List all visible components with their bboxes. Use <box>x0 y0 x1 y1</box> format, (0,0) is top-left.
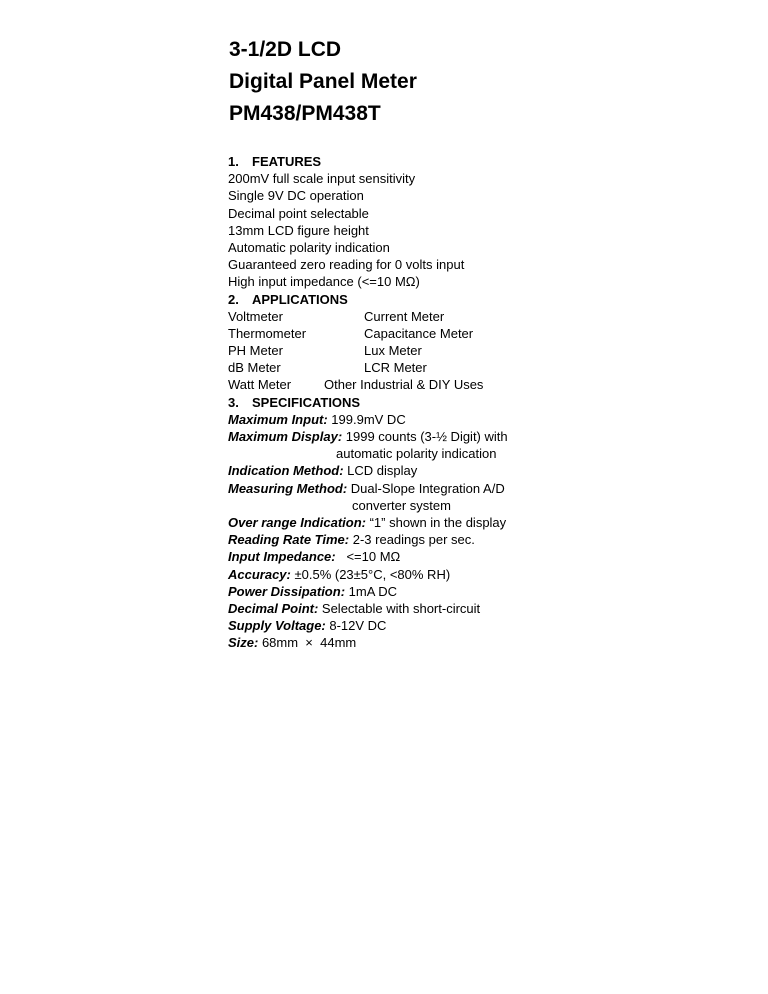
feature-item: Automatic polarity indication <box>228 239 390 255</box>
spec-value: 1999 counts (3-½ Digit) with <box>342 429 508 444</box>
spec-value: Selectable with short-circuit <box>318 600 481 616</box>
spec-label: Maximum Display: <box>228 429 343 444</box>
application-left: dB Meter <box>228 360 281 376</box>
feature-item: Guaranteed zero reading for 0 volts input <box>228 257 465 273</box>
spec-over-range-indication <box>228 514 728 531</box>
application-right: Current Meter <box>364 308 445 324</box>
spec-value: “1” shown in the display <box>365 514 507 530</box>
application-left: Voltmeter <box>228 308 283 324</box>
application-right: Other Industrial & DIY Uses <box>324 377 484 393</box>
spec-indication-method <box>228 462 728 479</box>
spec-power-dissipation <box>228 583 728 600</box>
spec-size <box>228 634 728 651</box>
spec-label: Maximum Input: <box>228 411 328 427</box>
spec-continuation: automatic polarity indication <box>336 446 497 462</box>
spec-value: 8-12V DC <box>325 618 387 634</box>
spec-maximum-input <box>228 411 728 428</box>
spec-value: Dual-Slope Integration A/D <box>347 480 505 496</box>
spec-value: 2-3 readings per sec. <box>349 532 475 548</box>
application-row <box>228 308 728 325</box>
application-left: PH Meter <box>228 343 283 359</box>
spec-supply-voltage <box>228 617 728 634</box>
spec-label: Input Impedance: <box>228 549 336 565</box>
spec-label: Accuracy: <box>228 566 291 582</box>
document-body <box>228 153 728 651</box>
application-row <box>228 359 728 376</box>
spec-value: 68mm × 44mm <box>258 635 357 651</box>
spec-value: 1mA DC <box>345 583 398 599</box>
application-row <box>228 325 728 342</box>
application-right: Capacitance Meter <box>364 325 474 341</box>
applications-heading: 2. APPLICATIONS <box>228 291 348 307</box>
specifications-heading: 3. SPECIFICATIONS <box>228 394 361 410</box>
application-right: LCR Meter <box>364 360 427 376</box>
feature-item: 200mV full scale input sensitivity <box>228 171 416 187</box>
application-row <box>228 376 728 393</box>
spec-value: ±0.5% (23±5°C, <80% RH) <box>290 566 451 582</box>
spec-label: Supply Voltage: <box>228 618 326 634</box>
spec-label: Over range Indication: <box>228 514 366 530</box>
feature-item: High input impedance (<=10 MΩ) <box>228 274 420 290</box>
spec-label: Indication Method: <box>228 463 344 479</box>
feature-item: Decimal point selectable <box>228 205 369 221</box>
spec-label: Decimal Point: <box>228 600 319 616</box>
spec-label: Measuring Method: <box>228 480 348 496</box>
spec-reading-rate-time <box>228 531 728 548</box>
spec-value: LCD display <box>343 463 418 479</box>
title-line-1: 3-1/2D LCD <box>229 38 342 61</box>
spec-value: 199.9mV DC <box>327 411 406 427</box>
feature-item: 13mm LCD figure height <box>228 222 369 238</box>
application-right: Lux Meter <box>364 343 422 359</box>
spec-label: Size: <box>228 635 259 651</box>
spec-measuring-method <box>228 480 728 497</box>
title-line-2: Digital Panel Meter <box>229 70 417 93</box>
spec-decimal-point <box>228 600 728 617</box>
spec-label: Power Dissipation: <box>228 583 346 599</box>
feature-item: Single 9V DC operation <box>228 188 364 204</box>
spec-continuation: converter system <box>352 497 451 513</box>
spec-accuracy <box>228 566 728 583</box>
application-left: Watt Meter <box>228 377 292 393</box>
spec-maximum-display <box>228 428 728 445</box>
features-heading: 1. FEATURES <box>228 154 322 169</box>
application-row <box>228 342 728 359</box>
application-left: Thermometer <box>228 325 307 341</box>
spec-input-impedance <box>228 548 728 565</box>
title-line-3: PM438/PM438T <box>229 102 381 125</box>
spec-value: <=10 MΩ <box>335 549 401 565</box>
document-title <box>229 34 417 130</box>
spec-label: Reading Rate Time: <box>228 532 350 548</box>
